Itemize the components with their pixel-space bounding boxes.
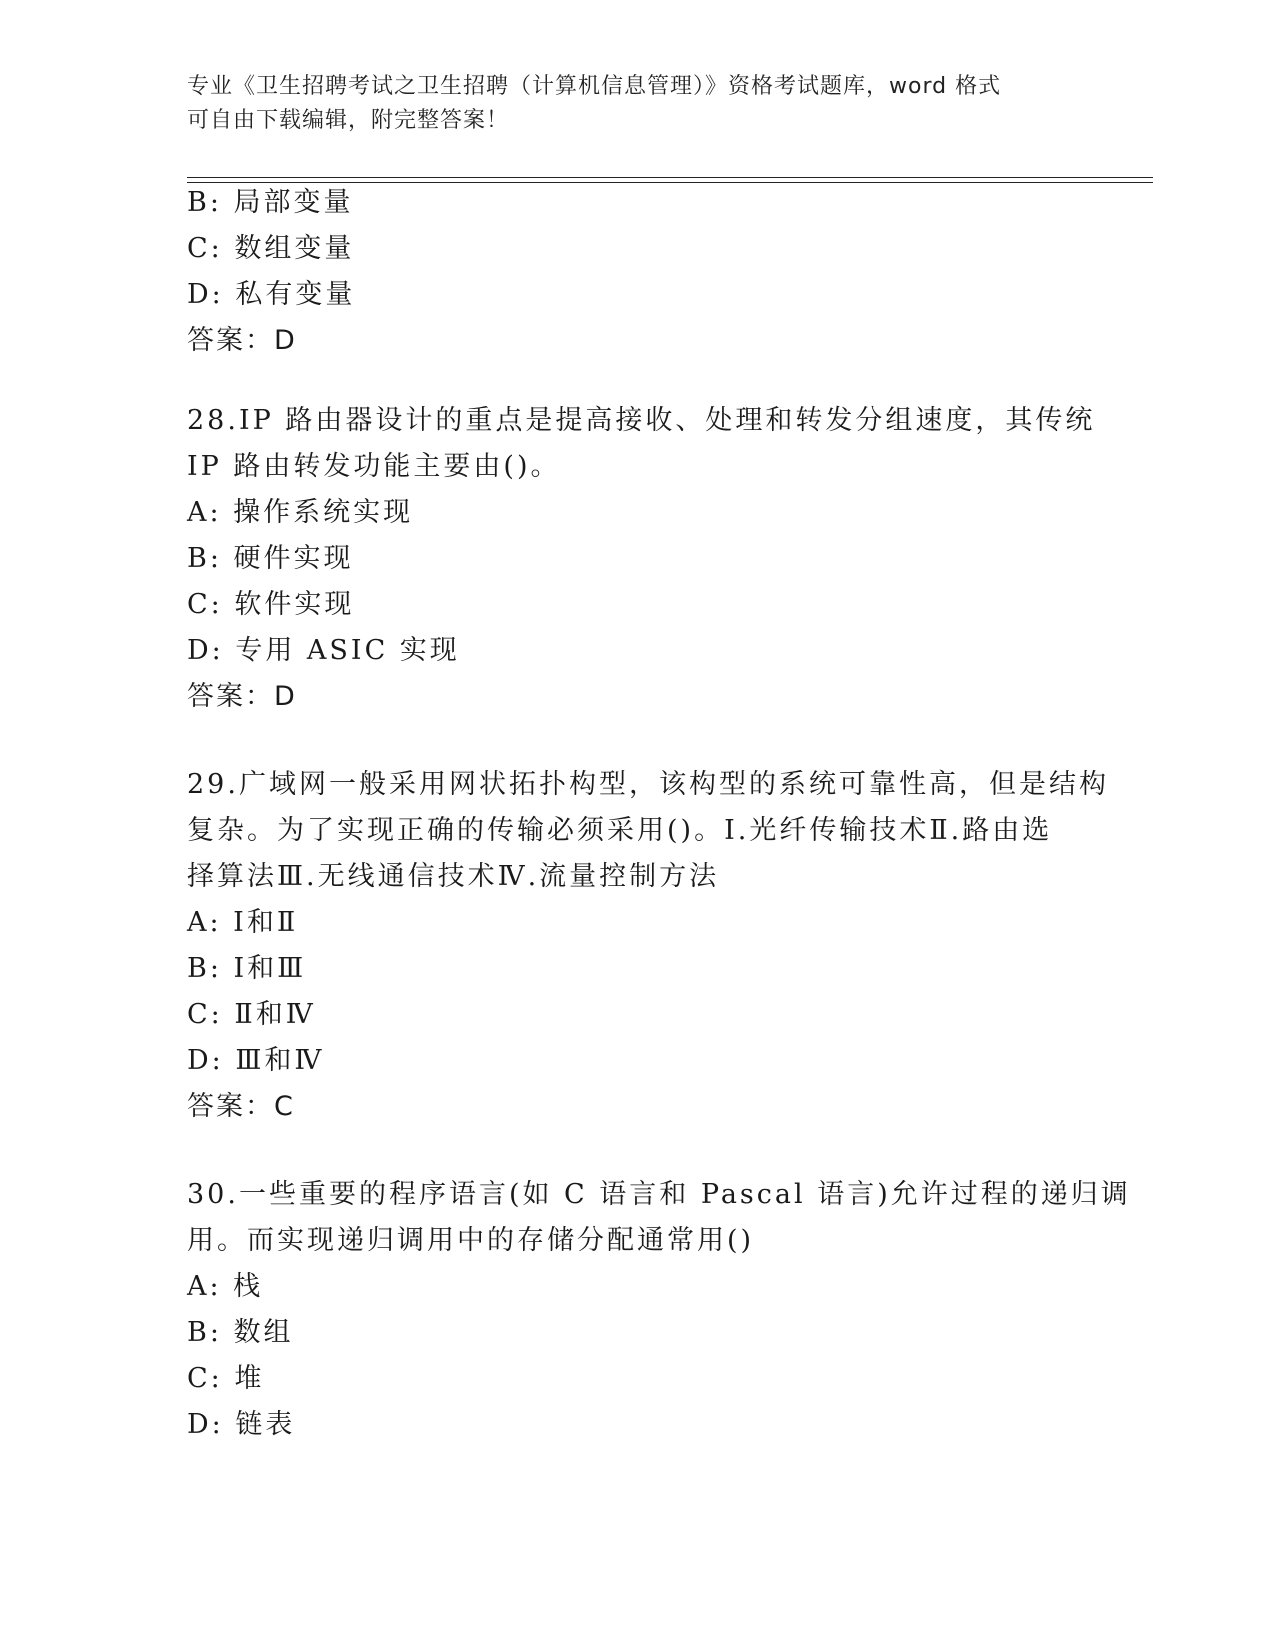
question-stem-line: 29.广域网一般采用网状拓扑构型，该构型的系统可靠性高，但是结构: [187, 769, 1109, 800]
option-c: C: 软件实现: [187, 589, 355, 620]
option-b: B: 硬件实现: [187, 543, 354, 574]
question-28: [187, 398, 1096, 720]
question-stem-line: 28.IP 路由器设计的重点是提高接收、处理和转发分组速度，其传统: [187, 405, 1096, 436]
header-divider-top: [187, 177, 1153, 178]
question-stem-line: 复杂。为了实现正确的传输必须采用()。Ⅰ.光纤传输技术Ⅱ.路由选: [187, 815, 1053, 846]
option-d: D: 链表: [187, 1409, 296, 1440]
option-b: B: 数组: [187, 1317, 294, 1348]
option-b: B: Ⅰ和Ⅲ: [187, 953, 307, 984]
option-d: D: 私有变量: [187, 279, 356, 310]
option-a: A: Ⅰ和Ⅱ: [187, 907, 299, 938]
answer-line: 答案：D: [187, 325, 297, 356]
option-b: B: 局部变量: [187, 187, 354, 218]
option-d: D: Ⅲ和Ⅳ: [187, 1045, 325, 1076]
option-c: C: 堆: [187, 1363, 265, 1394]
option-c: C: 数组变量: [187, 233, 355, 264]
question-29: [187, 762, 1109, 1130]
header-line-1: 专业《卫生招聘考试之卫生招聘（计算机信息管理）》资格考试题库，word 格式: [187, 74, 1002, 99]
header-line-2: 可自由下载编辑，附完整答案！: [187, 108, 510, 133]
question-27-tail: [187, 180, 1087, 364]
option-d: D: 专用 ASIC 实现: [187, 635, 460, 666]
answer-line: 答案：D: [187, 681, 297, 712]
question-stem-line: 用。而实现递归调用中的存储分配通常用(): [187, 1225, 755, 1256]
option-c: C: Ⅱ和Ⅳ: [187, 999, 316, 1030]
answer-line: 答案：C: [187, 1091, 295, 1122]
option-a: A: 栈: [187, 1271, 264, 1302]
document-header: [187, 70, 1087, 138]
option-a: A: 操作系统实现: [187, 497, 414, 528]
question-30: [187, 1172, 1131, 1448]
question-stem-line: 择算法Ⅲ.无线通信技术Ⅳ.流量控制方法: [187, 861, 720, 892]
question-stem-line: 30.一些重要的程序语言(如 C 语言和 Pascal 语言)允许过程的递归调: [187, 1179, 1131, 1210]
question-stem-line: IP 路由转发功能主要由()。: [187, 451, 561, 482]
